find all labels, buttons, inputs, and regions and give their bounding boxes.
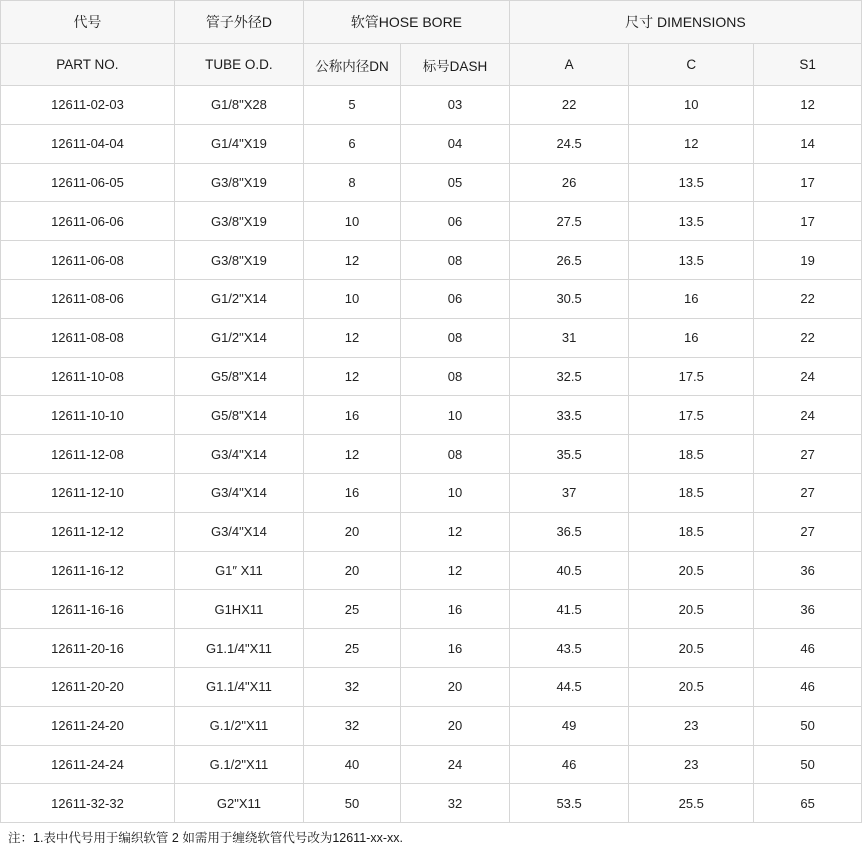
cell-dash: 32 (401, 784, 510, 823)
cell-dash: 10 (401, 396, 510, 435)
cell-dash: 03 (401, 86, 510, 125)
cell-tube-od: G3/4"X14 (174, 512, 303, 551)
cell-dash: 08 (401, 241, 510, 280)
cell-c: 10 (629, 86, 754, 125)
table-row (1, 279, 862, 318)
cell-a: 22 (509, 86, 628, 125)
cell-dn: 10 (303, 279, 400, 318)
table-row (1, 86, 862, 125)
cell-dn: 10 (303, 202, 400, 241)
cell-part-no: 12611-06-05 (1, 163, 175, 202)
cell-part-no: 12611-12-12 (1, 512, 175, 551)
cell-tube-od: G3/8"X19 (174, 163, 303, 202)
cell-c: 23 (629, 706, 754, 745)
cell-s1: 36 (754, 551, 862, 590)
cell-dn: 12 (303, 318, 400, 357)
cell-c: 20.5 (629, 629, 754, 668)
cell-a: 26 (509, 163, 628, 202)
cell-a: 26.5 (509, 241, 628, 280)
cell-dash: 12 (401, 512, 510, 551)
cell-tube-od: G1″ X11 (174, 551, 303, 590)
cell-dn: 32 (303, 706, 400, 745)
table-row (1, 512, 862, 551)
table-row (1, 241, 862, 280)
cell-c: 18.5 (629, 473, 754, 512)
cell-part-no: 12611-20-16 (1, 629, 175, 668)
cell-part-no: 12611-24-20 (1, 706, 175, 745)
cell-tube-od: G5/8"X14 (174, 357, 303, 396)
cell-dash: 06 (401, 279, 510, 318)
cell-s1: 14 (754, 124, 862, 163)
cell-tube-od: G.1/2"X11 (174, 745, 303, 784)
table-row (1, 551, 862, 590)
cell-tube-od: G2"X11 (174, 784, 303, 823)
cell-a: 49 (509, 706, 628, 745)
cell-s1: 24 (754, 357, 862, 396)
cell-dash: 08 (401, 435, 510, 474)
cell-dn: 16 (303, 396, 400, 435)
cell-tube-od: G1/2"X14 (174, 318, 303, 357)
cell-dn: 12 (303, 357, 400, 396)
cell-s1: 50 (754, 745, 862, 784)
cell-a: 24.5 (509, 124, 628, 163)
cell-tube-od: G1HX11 (174, 590, 303, 629)
table-footnote: 注：1.表中代号用于编织软管 2 如需用于缠绕软管代号改为12611-xx-xx. (8, 831, 403, 846)
cell-dash: 04 (401, 124, 510, 163)
cell-dn: 20 (303, 551, 400, 590)
cell-dn: 40 (303, 745, 400, 784)
cell-c: 23 (629, 745, 754, 784)
cell-a: 30.5 (509, 279, 628, 318)
cell-c: 20.5 (629, 590, 754, 629)
cell-tube-od: G1/8"X28 (174, 86, 303, 125)
cell-c: 25.5 (629, 784, 754, 823)
cell-dash: 08 (401, 357, 510, 396)
cell-a: 33.5 (509, 396, 628, 435)
cell-part-no: 12611-10-10 (1, 396, 175, 435)
cell-part-no: 12611-08-08 (1, 318, 175, 357)
cell-part-no: 12611-12-10 (1, 473, 175, 512)
cell-s1: 22 (754, 318, 862, 357)
cell-s1: 22 (754, 279, 862, 318)
header-part-no: PART NO. (1, 44, 175, 86)
table-header-top-row (1, 1, 862, 44)
cell-part-no: 12611-10-08 (1, 357, 175, 396)
cell-c: 13.5 (629, 163, 754, 202)
table-row (1, 435, 862, 474)
header-dn: 公称内径DN (303, 44, 400, 86)
cell-tube-od: G1/2"X14 (174, 279, 303, 318)
cell-dash: 16 (401, 590, 510, 629)
cell-a: 44.5 (509, 667, 628, 706)
cell-tube-od: G1.1/4"X11 (174, 629, 303, 668)
table-row (1, 667, 862, 706)
cell-a: 31 (509, 318, 628, 357)
table-row (1, 318, 862, 357)
cell-dash: 06 (401, 202, 510, 241)
table-row (1, 473, 862, 512)
header-dash: 标号DASH (401, 44, 510, 86)
cell-dn: 25 (303, 590, 400, 629)
cell-tube-od: G1.1/4"X11 (174, 667, 303, 706)
table-row (1, 396, 862, 435)
cell-a: 53.5 (509, 784, 628, 823)
cell-part-no: 12611-20-20 (1, 667, 175, 706)
cell-dn: 12 (303, 241, 400, 280)
table-row (1, 124, 862, 163)
cell-dash: 05 (401, 163, 510, 202)
cell-tube-od: G3/4"X14 (174, 435, 303, 474)
cell-c: 12 (629, 124, 754, 163)
cell-s1: 46 (754, 667, 862, 706)
cell-c: 20.5 (629, 667, 754, 706)
cell-s1: 12 (754, 86, 862, 125)
header-dimensions: 尺寸 DIMENSIONS (509, 1, 861, 44)
cell-s1: 24 (754, 396, 862, 435)
cell-s1: 27 (754, 473, 862, 512)
table-header-bottom-row (1, 44, 862, 86)
cell-dash: 20 (401, 706, 510, 745)
cell-dash: 12 (401, 551, 510, 590)
cell-part-no: 12611-16-16 (1, 590, 175, 629)
cell-a: 32.5 (509, 357, 628, 396)
cell-c: 17.5 (629, 396, 754, 435)
header-hose-bore: 软管HOSE BORE (303, 1, 509, 44)
cell-dn: 25 (303, 629, 400, 668)
cell-part-no: 12611-32-32 (1, 784, 175, 823)
cell-part-no: 12611-06-06 (1, 202, 175, 241)
cell-c: 17.5 (629, 357, 754, 396)
cell-dash: 16 (401, 629, 510, 668)
cell-part-no: 12611-12-08 (1, 435, 175, 474)
cell-part-no: 12611-06-08 (1, 241, 175, 280)
header-c: C (629, 44, 754, 86)
cell-part-no: 12611-02-03 (1, 86, 175, 125)
table-row (1, 357, 862, 396)
cell-dash: 10 (401, 473, 510, 512)
cell-part-no: 12611-04-04 (1, 124, 175, 163)
cell-c: 18.5 (629, 512, 754, 551)
cell-a: 37 (509, 473, 628, 512)
cell-s1: 50 (754, 706, 862, 745)
table-row (1, 784, 862, 823)
cell-a: 40.5 (509, 551, 628, 590)
table-row (1, 590, 862, 629)
table-row (1, 163, 862, 202)
cell-tube-od: G3/8"X19 (174, 202, 303, 241)
cell-c: 16 (629, 318, 754, 357)
cell-c: 20.5 (629, 551, 754, 590)
cell-a: 46 (509, 745, 628, 784)
header-tube-od-cn: 管子外径D (174, 1, 303, 44)
cell-dash: 08 (401, 318, 510, 357)
cell-a: 43.5 (509, 629, 628, 668)
cell-dn: 16 (303, 473, 400, 512)
cell-c: 18.5 (629, 435, 754, 474)
cell-tube-od: G5/8"X14 (174, 396, 303, 435)
cell-part-no: 12611-08-06 (1, 279, 175, 318)
header-s1: S1 (754, 44, 862, 86)
cell-c: 13.5 (629, 241, 754, 280)
cell-s1: 17 (754, 163, 862, 202)
cell-c: 16 (629, 279, 754, 318)
cell-s1: 17 (754, 202, 862, 241)
cell-c: 13.5 (629, 202, 754, 241)
cell-dn: 50 (303, 784, 400, 823)
cell-s1: 65 (754, 784, 862, 823)
cell-dn: 32 (303, 667, 400, 706)
cell-a: 36.5 (509, 512, 628, 551)
cell-s1: 27 (754, 435, 862, 474)
table-row (1, 629, 862, 668)
cell-tube-od: G3/4"X14 (174, 473, 303, 512)
cell-s1: 27 (754, 512, 862, 551)
table-row (1, 745, 862, 784)
table-row (1, 202, 862, 241)
cell-part-no: 12611-16-12 (1, 551, 175, 590)
cell-dash: 20 (401, 667, 510, 706)
cell-a: 27.5 (509, 202, 628, 241)
cell-tube-od: G3/8"X19 (174, 241, 303, 280)
cell-dn: 12 (303, 435, 400, 474)
cell-dn: 8 (303, 163, 400, 202)
header-a: A (509, 44, 628, 86)
cell-s1: 19 (754, 241, 862, 280)
table-row (1, 706, 862, 745)
header-part-no-cn: 代号 (1, 1, 175, 44)
header-tube-od: TUBE O.D. (174, 44, 303, 86)
cell-dn: 5 (303, 86, 400, 125)
cell-part-no: 12611-24-24 (1, 745, 175, 784)
cell-dn: 6 (303, 124, 400, 163)
cell-a: 35.5 (509, 435, 628, 474)
cell-s1: 36 (754, 590, 862, 629)
cell-tube-od: G1/4"X19 (174, 124, 303, 163)
cell-dash: 24 (401, 745, 510, 784)
cell-a: 41.5 (509, 590, 628, 629)
cell-s1: 46 (754, 629, 862, 668)
cell-dn: 20 (303, 512, 400, 551)
cell-tube-od: G.1/2"X11 (174, 706, 303, 745)
